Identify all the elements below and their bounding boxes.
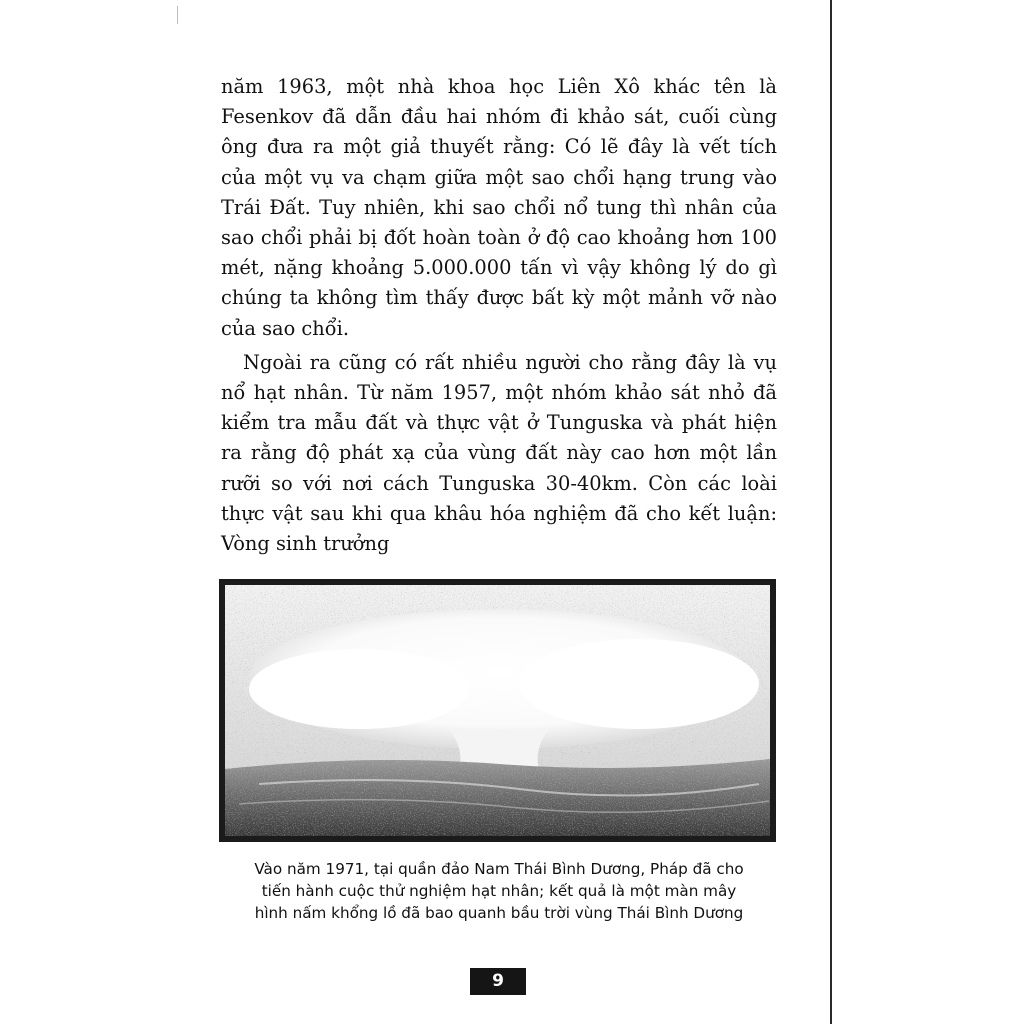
photo-caption	[226, 858, 772, 924]
body-text	[221, 72, 777, 559]
page-number: 9	[470, 968, 526, 995]
caption-line: hình nấm khổng lồ đã bao quanh bầu trời vùng Thái Bình Dương	[254, 904, 744, 922]
page-edge	[830, 0, 832, 1024]
margin-mark	[177, 6, 178, 24]
paragraph-1: năm 1963, một nhà khoa học Liên Xô khác tên là Fesenkov đã dẫn đầu hai nhóm đi khảo sát, cuối cùng ông đưa ra một giả thuyết rằng: Có lẽ đây là vết tích của một vụ va chạm giữa một sao chổi hạng trung vào Trái Đất. Tuy nhiên, khi sao chổi nổ tung thì nhân của sao chổi phải bị đốt hoàn toàn ở độ cao khoảng hơn 100 mét, nặng khoảng 5.000.000 tấn vì vậy không lý do gì chúng ta không tìm thấy được bất kỳ một mảnh vỡ nào của sao chổi.	[221, 75, 777, 340]
paragraph-2: Ngoài ra cũng có rất nhiều người cho rằng đây là vụ nổ hạt nhân. Từ năm 1957, một nhóm khảo sát nhỏ đã kiểm tra mẫu đất và thực vật ở Tunguska và phát hiện ra rằng độ phát xạ của vùng đất này cao hơn một lần rưỡi so với nơi cách Tunguska 30-40km. Còn các loài thực vật sau khi qua khâu hóa nghiệm đã cho kết luận: Vòng sinh trưởng	[221, 350, 777, 556]
caption-line: Vào năm 1971, tại quần đảo Nam Thái Bình Dương, Pháp đã cho	[254, 860, 744, 878]
mushroom-cloud-photo	[219, 579, 776, 842]
caption-line: tiến hành cuộc thử nghiệm hạt nhân; kết quả là một màn mây	[261, 882, 737, 900]
